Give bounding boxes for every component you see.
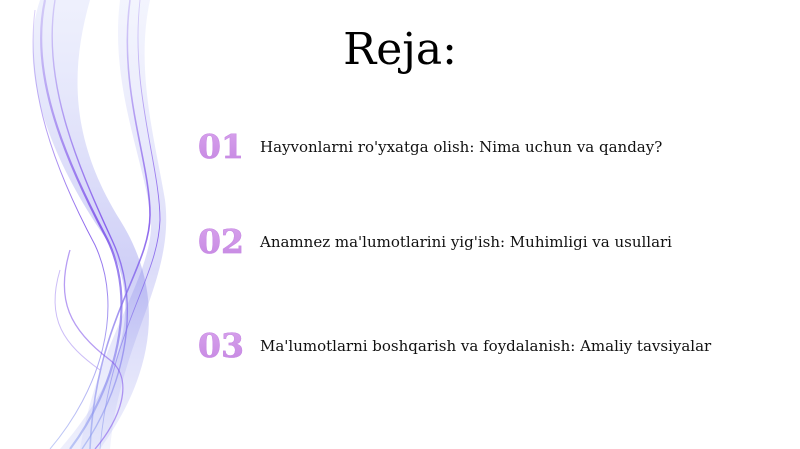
agenda-item-text: Ma'lumotlarni boshqarish va foydalanish: Amaliy tavsiyalar — [260, 337, 712, 355]
agenda-item-1 — [198, 125, 662, 169]
agenda-item-number: 01 — [198, 127, 256, 167]
agenda-item-text: Anamnez ma'lumotlarini yig'ish: Muhimligi va usullari — [260, 233, 672, 251]
slide-title: Reja: — [343, 24, 457, 75]
decorative-wave-graphic — [0, 0, 200, 449]
agenda-item-number: 02 — [198, 222, 256, 262]
agenda-item-3 — [198, 324, 711, 368]
agenda-item-number: 03 — [198, 326, 256, 366]
agenda-item-text: Hayvonlarni ro'yxatga olish: Nima uchun va qanday? — [260, 138, 663, 156]
agenda-item-2 — [198, 220, 672, 264]
